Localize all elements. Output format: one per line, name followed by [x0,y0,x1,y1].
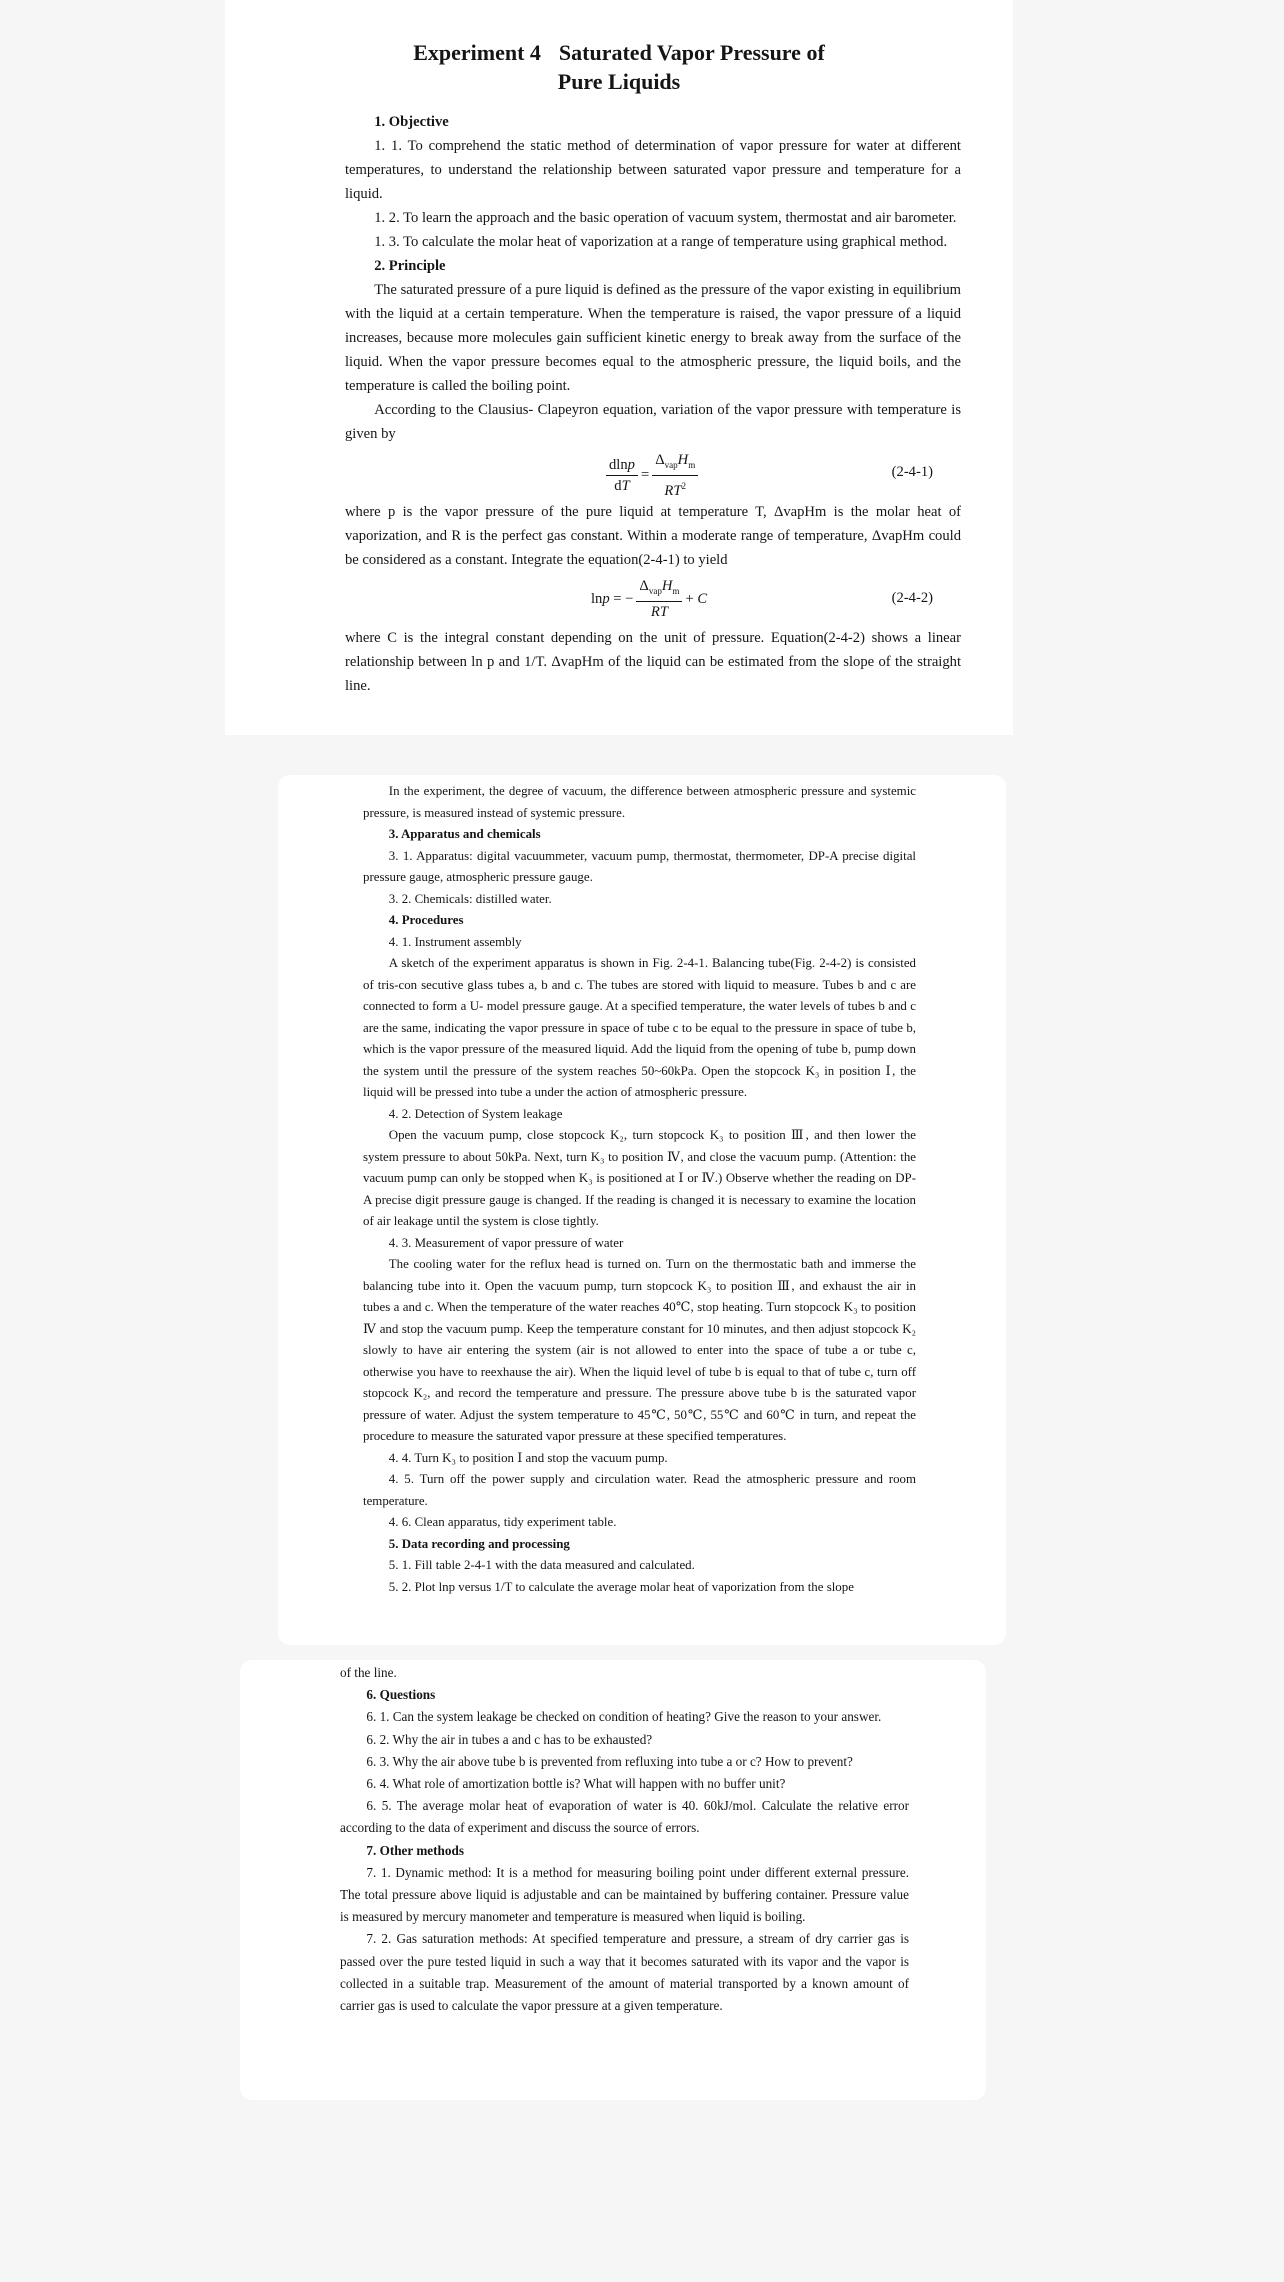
objective-2: 1. 2. To learn the approach and the basic operation of vacuum system, thermostat and air barometer. [374,210,957,226]
equation-2-4-1 [345,446,961,500]
title-line-1: Saturated Vapor Pressure of [558,40,825,65]
section-heading-objective: 1. Objective [374,114,449,130]
equation-2-4-2 [345,572,961,626]
other-method-7-1: 7. 1. Dynamic method: It is a method for measuring boiling point under different external pressure. The total pressure above liquid is adjustable and can be maintained by buffering container. Pressure value is measured by mercury manometer and temperature is measured when liquid is boiling. [340,1864,909,1925]
procedure-4-1-text: A sketch of the experiment apparatus is shown in Fig. 2-4-1. Balancing tube(Fig. 2-4-2) is consisted of tris-con secutive glass tubes a, b and c. The tubes are stored with liquid to measure. Tubes b and c are connected to form a U- model pressure gauge. At a specified temperature, the water levels of tubes b and c are the same, indicating the vapor pressure in space of tube c to be equal to the pressure in space of tube b, which is the vapor pressure of the measured liquid. Add the liquid from the opening of tube b, pump down the system until the pressure of the system reaches 50~60kPa. Open the stopcock K₃ in position Ⅰ, the liquid will be pressed into tube a under the action of atmospheric pressure. [363,956,916,1099]
question-6-3: 6. 3. Why the air above tube b is prevented from refluxing into tube a or c? How to prevent? [366,1753,853,1769]
title-line-2: Pure Liquids [557,69,681,94]
procedure-4-4: 4. 4. Turn K₃ to position Ⅰ and stop the vacuum pump. [388,1450,668,1465]
experiment-number: Experiment 4 [413,40,541,65]
section-heading-questions: 6. Questions [366,1687,436,1703]
equation-number-2: (2-4-2) [891,590,933,606]
chemicals-list: 3. 2. Chemicals: distilled water. [388,891,552,906]
equation-number-1: (2-4-1) [891,464,933,480]
section-heading-other-methods: 7. Other methods [366,1842,464,1858]
procedure-4-3-text: The cooling water for the reflux head is turned on. Turn on the thermostatic bath and immerse the balancing tube into it. Open the vacuum pump, turn stopcock K₃ to position Ⅲ, and exhaust the air in tubes a and c. When the temperature of the water reaches 40℃, stop heating. Turn stopcock K₃ to position Ⅳ and stop the vacuum pump. Keep the temperature constant for 10 minutes, and then adjust stopcock K₂ slowly to have air entering the system (air is not allowed to enter into the space of tube a or tube c, otherwise you have to reexhause the air). When the liquid level of tube b is equal to that of tube c, turn off stopcock K₂, and record the temperature and pressure. The pressure above tube b is the saturated vapor pressure of water. Adjust the system temperature to 45℃, 50℃, 55℃ and 60℃ in turn, and repeat the procedure to measure the saturated vapor pressure at these specified temperatures. [363,1257,916,1443]
procedure-heading-4-1: 4. 1. Instrument assembly [388,934,522,949]
section-heading-procedures: 4. Procedures [388,913,464,927]
principle-paragraph-2: According to the Clausius- Clapeyron equation, variation of the vapor pressure with temperature is given by [345,402,961,442]
procedure-4-2-text: Open the vacuum pump, close stopcock K₂, turn stopcock K₃ to position Ⅲ, and then lower the system pressure to about 50kPa. Next, turn K₃ to position Ⅳ, and close the vacuum pump. (Attention: the vacuum pump can only be stopped when K₃ is positioned at Ⅰ or Ⅳ.) Observe whether the reading on DP-A precise digit pressure gauge is changed. If the reading is changed it is necessary to examine the location of air leakage until the system is close tightly. [363,1128,916,1228]
principle-paragraph-1: The saturated pressure of a pure liquid is defined as the pressure of the vapor existing in equilibrium with the liquid at a certain temperature. When the temperature is raised, the vapor pressure of a liquid increases, because more molecules gain sufficient kinetic energy to break away from the surface of the liquid. When the vapor pressure becomes equal to the atmospheric pressure, the liquid boils, and the temperature is called the boiling point. [345,282,961,394]
question-6-5: 6. 5. The average molar heat of evaporation of water is 40. 60kJ/mol. Calculate the relative error according to the data of experiment and discuss the source of errors. [340,1798,909,1836]
question-6-4: 6. 4. What role of amortization bottle is? What will happen with no buffer unit? [366,1776,786,1792]
principle-paragraph-5: In the experiment, the degree of vacuum, the difference between atmospheric pressure and systemic pressure, is measured instead of systemic pressure. [363,784,916,820]
procedure-4-5: 4. 5. Turn off the power supply and circulation water. Read the atmospheric pressure and room temperature. [363,1472,916,1508]
question-6-1: 6. 1. Can the system leakage be checked on condition of heating? Give the reason to your answer. [366,1709,882,1725]
section-heading-principle: 2. Principle [374,258,446,274]
principle-paragraph-3: where p is the vapor pressure of the pure liquid at temperature T, ΔvapHm is the molar heat of vaporization, and R is the perfect gas constant. Within a moderate range of temperature, ΔvapHm could be considered as a constant. Integrate the equation(2-4-1) to yield [345,504,961,568]
procedure-heading-4-3: 4. 3. Measurement of vapor pressure of water [388,1235,624,1250]
objective-3: 1. 3. To calculate the molar heat of vaporization at a range of temperature using graphical method. [374,234,948,250]
page-1-text [345,110,961,698]
other-method-7-2: 7. 2. Gas saturation methods: At specified temperature and pressure, a stream of dry carrier gas is passed over the pure tested liquid in such a way that it becomes saturated with its vapor and the vapor is collected in a suitable trap. Measurement of the amount of material transported by a known amount of carrier gas is used to calculate the vapor pressure at a given temperature. [340,1931,909,2014]
document-page-2 [278,775,1006,1645]
procedure-4-6: 4. 6. Clean apparatus, tidy experiment table. [388,1515,617,1529]
procedure-heading-4-2: 4. 2. Detection of System leakage [388,1106,563,1121]
document-page-3 [240,1660,986,2100]
apparatus-list: 3. 1. Apparatus: digital vacuummeter, vacuum pump, thermostat, thermometer, DP-A precise digital pressure gauge, atmospheric pressure gauge. [363,848,916,884]
document-title [225,38,1013,96]
data-step-5-1: 5. 1. Fill table 2-4-1 with the data measured and calculated. [388,1558,695,1572]
page-2-text [363,781,916,1598]
document-page-1 [225,0,1013,735]
section-heading-data: 5. Data recording and processing [388,1536,570,1551]
objective-1: 1. 1. To comprehend the static method of determination of vapor pressure for water at different temperatures, to understand the relationship between saturated vapor pressure and temperature for a liquid. [345,138,961,202]
clausius-clapeyron-formula: $\frac{dlnp}{dT}$ = $\frac{\Delta_{vap}H_m}{RT^2}$ [603,450,701,501]
principle-paragraph-4: where C is the integral constant depending on the unit of pressure. Equation(2-4-2) shows a linear relationship between ln p and 1/T. ΔvapHm of the liquid can be estimated from the slope of the straight line. [345,630,961,694]
section-heading-apparatus: 3. Apparatus and chemicals [388,827,541,841]
integrated-formula: lnp = − $\frac{\Delta_{vap}H_m}{RT}$ + C [591,578,708,620]
page-3-text [340,1662,909,2017]
data-step-5-2-continued: of the line. [340,1665,397,1680]
data-step-5-2: 5. 2. Plot lnp versus 1/T to calculate the average molar heat of vaporization from the slope [388,1579,854,1594]
question-6-2: 6. 2. Why the air in tubes a and c has to be exhausted? [366,1731,653,1747]
